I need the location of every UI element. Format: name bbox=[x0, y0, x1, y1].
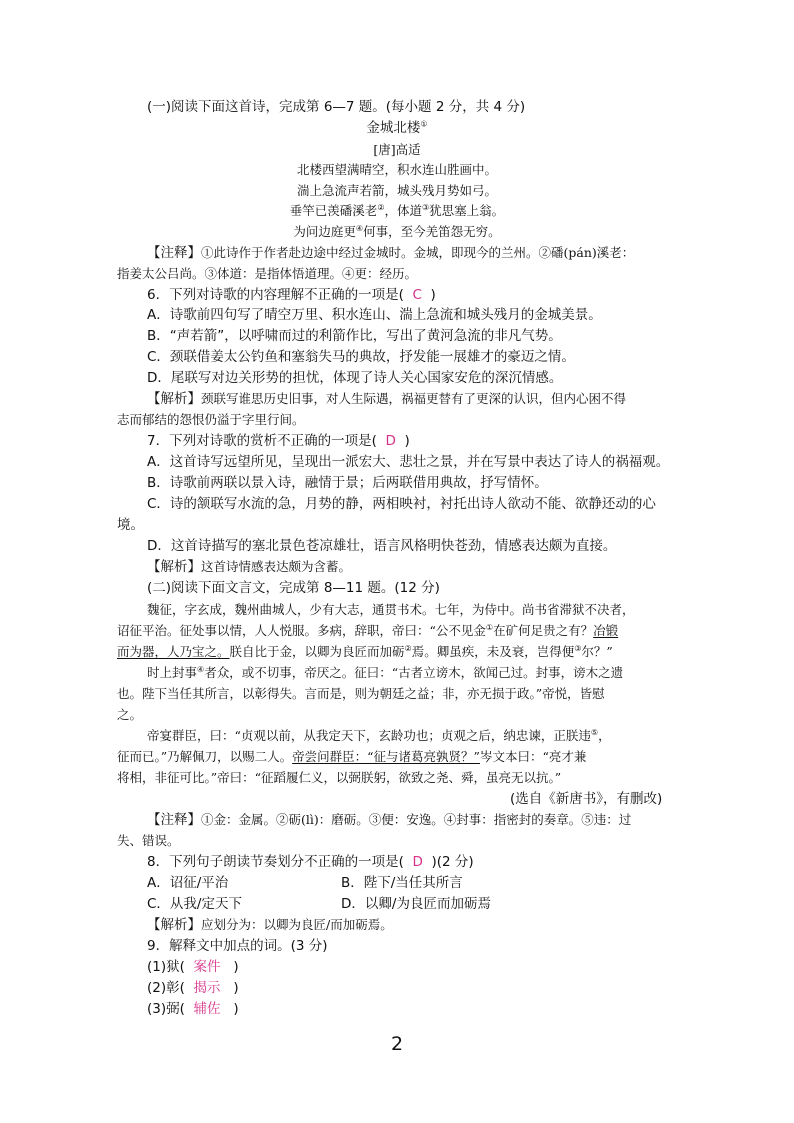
passage-text: 尔？” bbox=[581, 644, 613, 659]
poem-line-text: ，体道 bbox=[384, 203, 422, 218]
passage-text: 岑文本曰：“亮才兼 bbox=[479, 749, 587, 764]
passage-p1-line2 bbox=[117, 621, 618, 641]
analysis-text: 应划分为：以卿为良匠/而加砺焉。 bbox=[201, 917, 393, 932]
question-7-option-b: B．诗歌前两联以景入诗，融情于景；后两联借用典故，抒写情怀。 bbox=[147, 475, 548, 491]
answer-mark: D bbox=[385, 433, 396, 449]
question-stem-text: 8．下列句子朗读节奏划分不正确的一项是( bbox=[147, 854, 404, 870]
passage-text: 时上封事 bbox=[147, 665, 198, 680]
poem-line-text: 湍上急流声若箭，城头残月势如弓。 bbox=[296, 183, 497, 198]
question-stem-text: 6．下列对诗歌的内容理解不正确的一项是( bbox=[147, 287, 404, 303]
question-6-option-c: C．颈联借姜太公钓鱼和塞翁失马的典故，抒发能一展雄才的豪迈之情。 bbox=[147, 349, 575, 365]
question-7-option-c-cont: 境。 bbox=[117, 517, 144, 533]
passage-notes-line1 bbox=[147, 810, 631, 830]
poem-note-ref: ④ bbox=[355, 223, 364, 233]
answer-mark: C bbox=[412, 287, 422, 303]
answer-mark: 揭示 bbox=[193, 980, 221, 996]
passage-p3-line2 bbox=[117, 747, 586, 767]
question-8-option-a: A．诏征/平治 bbox=[147, 875, 229, 891]
answer-mark: 辅佐 bbox=[193, 1001, 221, 1017]
passage-underlined-text: 而为器，人乃宝之。 bbox=[117, 644, 230, 659]
passage-p3-line1 bbox=[147, 726, 611, 746]
section2-intro: (二)阅读下面文言文，完成第 8—11 题。(12 分) bbox=[147, 580, 440, 596]
page-number: 2 bbox=[390, 1033, 404, 1055]
poem-line-text: 北楼西望满晴空，积水连山胜画中。 bbox=[296, 162, 497, 177]
question-7-option-c: C．诗的颔联写水流的急，月势的静，两相映衬，衬托出诗人欲动不能、欲静还动的心 bbox=[147, 496, 656, 512]
poem-title bbox=[0, 118, 794, 138]
passage-underlined-text: 帝尝问群臣：“征与诸葛亮孰贤？” bbox=[292, 749, 480, 764]
question-8-option-b: B．陛下/当任其所言 bbox=[341, 875, 463, 891]
poem-title-text: 金城北楼 bbox=[366, 120, 421, 136]
question-8-analysis bbox=[147, 915, 393, 935]
question-9-item-2 bbox=[147, 978, 239, 998]
passage-note-ref: ④ bbox=[197, 664, 205, 674]
question-6-analysis-line2: 志而郁结的怨恨仍溢于字里行间。 bbox=[117, 412, 305, 427]
poem-line-text: 垂竿已羡磻溪老 bbox=[289, 203, 378, 218]
passage-source: (选自《新唐书》，有删改) bbox=[510, 791, 663, 807]
passage-text: 在矿何足贵之有？ bbox=[493, 623, 594, 638]
answer-mark: 案件 bbox=[193, 959, 221, 975]
question-7-analysis bbox=[147, 557, 351, 577]
passage-text: 帝宴群臣，曰：“贞观以前，从我定天下，玄龄功也；贞观之后，纳忠谏，正朕违 bbox=[147, 728, 591, 743]
analysis-label: 【解析】 bbox=[147, 391, 201, 407]
item-label: (2)彰( bbox=[147, 980, 185, 996]
poem-line-text: 何事，至今羌笛怨无穷。 bbox=[363, 224, 501, 239]
question-6-analysis-line1 bbox=[147, 389, 626, 409]
passage-note-ref: ① bbox=[485, 622, 494, 632]
question-6-option-a: A．诗歌前四句写了晴空万里、积水连山、湍上急流和城头残月的金城美景。 bbox=[147, 307, 602, 323]
poem-line bbox=[0, 222, 794, 242]
passage-underlined-text: 冶锻 bbox=[593, 623, 619, 638]
question-stem-close: ) bbox=[430, 287, 436, 303]
question-9-item-3 bbox=[147, 999, 239, 1019]
poem-note-ref: ③ bbox=[422, 202, 430, 212]
analysis-label: 【解析】 bbox=[147, 917, 201, 933]
answer-mark: D bbox=[412, 854, 423, 870]
poem-notes-line1 bbox=[147, 243, 634, 263]
question-stem-close: ) bbox=[404, 433, 410, 449]
question-7-option-d: D．这首诗描写的塞北景色苍凉雄壮，语言风格明快苍劲，情感表达颇为直接。 bbox=[147, 538, 617, 554]
passage-notes-line2: 失、错误。 bbox=[117, 833, 180, 848]
item-label: (1)狱( bbox=[147, 959, 185, 975]
item-close: ) bbox=[233, 980, 239, 996]
poem-line-text: 犹思塞上翁。 bbox=[429, 203, 505, 218]
poem-line bbox=[0, 160, 794, 180]
note-label: 【注释】 bbox=[147, 812, 201, 828]
poem-note-ref: ② bbox=[377, 202, 385, 212]
analysis-text: 这首诗情感表达颇为含蓄。 bbox=[201, 559, 352, 574]
passage-p2-line3: 之。 bbox=[117, 707, 143, 722]
poem-line bbox=[0, 181, 794, 201]
note-label: 【注释】 bbox=[147, 245, 201, 261]
passage-text: 者众，或不切事，帝厌之。征曰：“古者立谤木，欲闻己过。封事，谤木之遗 bbox=[204, 665, 624, 680]
poem-notes-line2: 指姜太公吕尚。③体道：是指体悟道理。④更：经历。 bbox=[117, 266, 418, 281]
poem-author: [唐]高适 bbox=[373, 142, 421, 157]
passage-text: 焉。卿虽疾，未及衰，岂得便 bbox=[411, 644, 575, 659]
item-label: (3)弼( bbox=[147, 1001, 185, 1017]
note-text: ①此诗作于作者赴边途中经过金城时。金城，即现今的兰州。②磻(pán)溪老： bbox=[201, 245, 635, 260]
passage-text: ， bbox=[598, 728, 611, 743]
question-7-option-a: A．这首诗写远望所见，呈现出一派宏大、悲壮之景，并在写景中表达了诗人的祸福观。 bbox=[147, 454, 670, 470]
question-8-option-c: C．从我/定天下 bbox=[147, 896, 242, 912]
passage-note-ref: ② bbox=[404, 643, 412, 653]
passage-p2-line2: 也。陛下当任其所言，以彰得失。言而是，则为朝廷之益；非，亦无损于政。”帝悦，皆慰 bbox=[117, 686, 605, 701]
poem-line-text: 为问边庭更 bbox=[293, 224, 356, 239]
analysis-text: 颈联写谁思历史旧事，对人生际遇，祸福更替有了更深的认识，但内心困不得 bbox=[201, 391, 627, 406]
question-8-stem bbox=[147, 852, 474, 872]
item-close: ) bbox=[233, 1001, 239, 1017]
passage-p1-line1: 魏征，字玄成，魏州曲城人，少有大志，通贯书术。七年，为侍中。尚书省滞狱不决者， bbox=[147, 602, 635, 617]
passage-text: 征而已。”乃解佩刀，以赐二人。 bbox=[117, 749, 293, 764]
question-9-stem: 9．解释文中加点的词。(3 分) bbox=[147, 938, 328, 954]
question-stem-text: 7．下列对诗歌的赏析不正确的一项是( bbox=[147, 433, 377, 449]
note-text: ①金：金属。②砺(lì)：磨砺。③便：安逸。④封事：指密封的奏章。⑤违：过 bbox=[201, 812, 632, 827]
poem-title-note: ① bbox=[420, 119, 428, 129]
question-stem-close: )(2 分) bbox=[431, 854, 474, 870]
question-9-item-1 bbox=[147, 957, 239, 977]
passage-text: 诏征平治。征处事以情，人人悦服。多病，辞职，帝曰：“公不见金 bbox=[117, 623, 486, 638]
poem-line bbox=[0, 201, 794, 221]
passage-p1-line3 bbox=[117, 642, 613, 662]
passage-p3-line3: 将相，非征可比。”帝曰：“征蹈履仁义，以弼朕躬，欲致之尧、舜，虽亮无以抗。” bbox=[117, 770, 562, 785]
question-6-option-b: B．“声若箭”，以呼啸而过的利箭作比，写出了黄河急流的非凡气势。 bbox=[147, 328, 562, 344]
passage-p2-line1 bbox=[147, 663, 623, 683]
question-6-option-d: D．尾联写对边关形势的担忧，体现了诗人关心国家安危的深沉情感。 bbox=[147, 370, 563, 386]
passage-text: 朕自比于金，以卿为良匠而加砺 bbox=[229, 644, 405, 659]
section1-intro: (一)阅读下面这首诗，完成第 6—7 题。(每小题 2 分，共 4 分) bbox=[147, 99, 526, 115]
passage-note-ref: ⑤ bbox=[590, 727, 599, 737]
analysis-label: 【解析】 bbox=[147, 559, 201, 575]
question-7-stem bbox=[147, 431, 410, 451]
passage-note-ref: ③ bbox=[574, 643, 582, 653]
item-close: ) bbox=[233, 959, 239, 975]
question-6-stem bbox=[147, 285, 436, 305]
question-8-option-d: D．以卿/为良匠而加砺焉 bbox=[341, 896, 491, 912]
